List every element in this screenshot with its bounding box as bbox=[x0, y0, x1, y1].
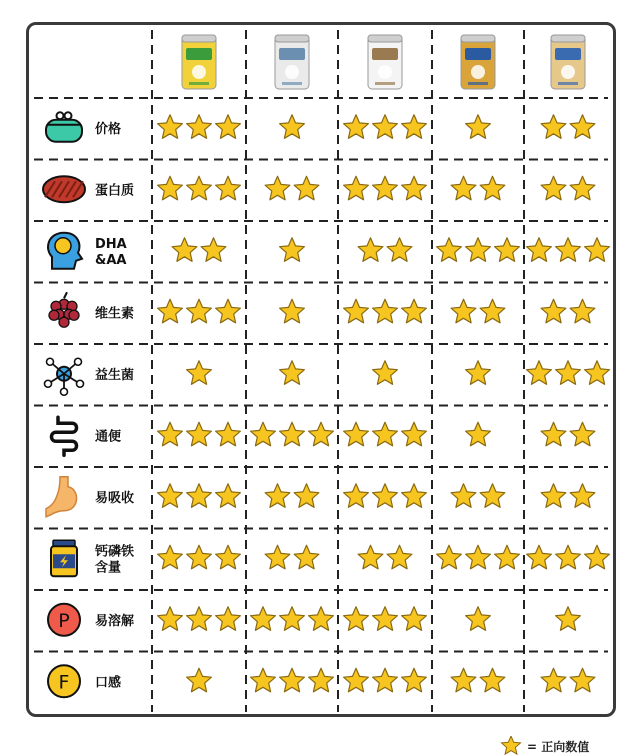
row-label: 含量 bbox=[95, 560, 122, 576]
table-row bbox=[48, 233, 609, 269]
star-icon bbox=[437, 545, 462, 569]
star-icon bbox=[251, 422, 276, 446]
row-label: 维生素 bbox=[95, 306, 135, 322]
molecule-icon bbox=[45, 358, 84, 395]
rating-cell bbox=[344, 299, 427, 323]
star-icon bbox=[265, 484, 290, 508]
star-icon bbox=[344, 668, 369, 692]
star-icon bbox=[358, 238, 383, 261]
star-icon bbox=[294, 176, 319, 200]
star-icon bbox=[158, 115, 183, 139]
rating-cell bbox=[344, 607, 427, 631]
star-icon bbox=[187, 422, 212, 446]
table-row bbox=[43, 176, 595, 202]
star-icon bbox=[570, 422, 595, 446]
rating-cell bbox=[280, 115, 305, 139]
star-icon bbox=[201, 238, 226, 261]
grapes-icon bbox=[49, 292, 79, 327]
star-icon bbox=[402, 299, 427, 323]
star-icon bbox=[402, 176, 427, 200]
star-icon bbox=[187, 668, 212, 692]
legend-star-icon bbox=[498, 736, 524, 756]
star-icon bbox=[158, 422, 183, 446]
star-icon bbox=[309, 422, 334, 446]
a2-can-icon bbox=[368, 35, 402, 89]
aptamil-gold-can-icon bbox=[551, 35, 585, 89]
rating-cell bbox=[466, 607, 491, 631]
svg-text:P: P bbox=[58, 609, 70, 632]
table-row bbox=[48, 665, 595, 697]
legend bbox=[498, 736, 589, 756]
star-icon bbox=[344, 484, 369, 508]
star-icon bbox=[187, 361, 212, 385]
star-icon bbox=[570, 299, 595, 323]
rating-cell bbox=[451, 299, 505, 323]
rating-cell bbox=[172, 238, 226, 261]
row-label: &AA bbox=[95, 252, 127, 268]
star-icon bbox=[527, 238, 552, 261]
rating-cell bbox=[251, 607, 334, 631]
star-icon bbox=[158, 484, 183, 508]
star-icon bbox=[541, 422, 566, 446]
rating-cell bbox=[451, 176, 505, 200]
star-icon bbox=[158, 607, 183, 631]
rating-cell bbox=[344, 668, 427, 692]
star-icon bbox=[251, 668, 276, 692]
star-icon bbox=[585, 361, 610, 385]
star-icon bbox=[309, 607, 334, 631]
star-icon bbox=[280, 361, 305, 385]
star-icon bbox=[251, 607, 276, 631]
star-icon bbox=[309, 668, 334, 692]
star-icon bbox=[402, 115, 427, 139]
white-can-icon bbox=[275, 35, 309, 89]
star-icon bbox=[216, 299, 241, 323]
kabrita-can-icon bbox=[182, 35, 216, 89]
star-icon bbox=[570, 484, 595, 508]
star-icon bbox=[158, 176, 183, 200]
rating-cell bbox=[280, 361, 305, 385]
steak-icon bbox=[43, 176, 85, 202]
star-icon bbox=[480, 484, 505, 508]
table-row bbox=[52, 417, 595, 455]
star-icon bbox=[451, 299, 476, 323]
star-icon bbox=[294, 545, 319, 569]
star-icon bbox=[280, 115, 305, 139]
rating-cell bbox=[541, 176, 595, 200]
star-icon bbox=[570, 115, 595, 139]
rating-cell bbox=[541, 484, 595, 508]
star-icon bbox=[480, 176, 505, 200]
star-icon bbox=[451, 668, 476, 692]
star-icon bbox=[495, 238, 520, 261]
star-icon bbox=[556, 361, 581, 385]
row-label: DHA bbox=[95, 236, 127, 252]
supplement-jar-icon bbox=[51, 540, 77, 576]
aptamil-blue-can-icon bbox=[461, 35, 495, 89]
star-icon bbox=[466, 545, 491, 569]
star-icon bbox=[216, 545, 241, 569]
star-icon bbox=[216, 484, 241, 508]
star-icon bbox=[373, 115, 398, 139]
star-icon bbox=[527, 545, 552, 569]
star-icon bbox=[570, 668, 595, 692]
rating-cell bbox=[187, 361, 212, 385]
rating-cell bbox=[466, 361, 491, 385]
star-icon bbox=[402, 484, 427, 508]
star-icon bbox=[451, 484, 476, 508]
rating-cell bbox=[158, 176, 241, 200]
star-icon bbox=[172, 238, 197, 261]
star-icon bbox=[344, 115, 369, 139]
star-icon bbox=[187, 607, 212, 631]
table-row bbox=[46, 477, 595, 517]
table-row bbox=[46, 112, 595, 142]
star-icon bbox=[480, 668, 505, 692]
rating-cell bbox=[541, 668, 595, 692]
rating-cell bbox=[265, 484, 319, 508]
rating-cell bbox=[344, 176, 427, 200]
rating-cell bbox=[527, 545, 610, 569]
table-row bbox=[48, 604, 580, 636]
rating-cell bbox=[158, 607, 241, 631]
rating-cell bbox=[251, 668, 334, 692]
star-icon bbox=[541, 115, 566, 139]
star-icon bbox=[344, 176, 369, 200]
rating-cell bbox=[437, 545, 520, 569]
row-label: 钙磷铁 bbox=[95, 544, 135, 560]
row-label: 益生菌 bbox=[95, 367, 135, 383]
star-icon bbox=[373, 668, 398, 692]
star-icon bbox=[344, 299, 369, 323]
star-icon bbox=[466, 422, 491, 446]
star-icon bbox=[480, 299, 505, 323]
star-icon bbox=[437, 238, 462, 261]
star-icon bbox=[541, 668, 566, 692]
rating-cell bbox=[451, 668, 505, 692]
rating-cell bbox=[280, 238, 305, 261]
rating-cell bbox=[158, 115, 241, 139]
letter-f-icon bbox=[48, 665, 80, 697]
rating-cell bbox=[451, 484, 505, 508]
star-icon bbox=[216, 422, 241, 446]
rating-cell bbox=[466, 115, 491, 139]
rating-cell bbox=[265, 545, 319, 569]
star-icon bbox=[280, 668, 305, 692]
star-icon bbox=[216, 115, 241, 139]
star-icon bbox=[556, 238, 581, 261]
star-icon bbox=[570, 176, 595, 200]
intestine-icon bbox=[52, 417, 77, 455]
star-icon bbox=[187, 299, 212, 323]
row-label: 易溶解 bbox=[95, 613, 135, 629]
star-icon bbox=[265, 545, 290, 569]
star-icon bbox=[466, 361, 491, 385]
rating-cell bbox=[344, 484, 427, 508]
rating-cell bbox=[527, 238, 610, 261]
star-icon bbox=[373, 299, 398, 323]
star-icon bbox=[451, 176, 476, 200]
rating-cell bbox=[541, 299, 595, 323]
legend-text: = 正向数值 bbox=[527, 739, 590, 754]
svg-text:F: F bbox=[58, 671, 70, 694]
row-label: 蛋白质 bbox=[95, 183, 135, 199]
rating-cell bbox=[158, 422, 241, 446]
star-icon bbox=[556, 545, 581, 569]
star-icon bbox=[585, 238, 610, 261]
rating-cell bbox=[373, 361, 398, 385]
star-icon bbox=[402, 422, 427, 446]
star-icon bbox=[585, 545, 610, 569]
star-icon bbox=[373, 361, 398, 385]
star-icon bbox=[280, 299, 305, 323]
star-icon bbox=[466, 115, 491, 139]
star-icon bbox=[402, 607, 427, 631]
star-icon bbox=[556, 607, 581, 631]
star-icon bbox=[541, 484, 566, 508]
rating-cell bbox=[437, 238, 520, 261]
star-icon bbox=[387, 545, 412, 569]
star-icon bbox=[541, 176, 566, 200]
star-icon bbox=[358, 545, 383, 569]
star-icon bbox=[265, 176, 290, 200]
rating-cell bbox=[541, 115, 595, 139]
row-label: 易吸收 bbox=[95, 490, 135, 506]
star-icon bbox=[373, 607, 398, 631]
table-row bbox=[49, 292, 595, 327]
rating-cell bbox=[158, 484, 241, 508]
rating-cell bbox=[187, 668, 212, 692]
star-icon bbox=[216, 607, 241, 631]
star-icon bbox=[280, 238, 305, 261]
star-icon bbox=[294, 484, 319, 508]
star-icon bbox=[187, 545, 212, 569]
star-icon bbox=[158, 545, 183, 569]
star-icon bbox=[344, 422, 369, 446]
star-icon bbox=[402, 668, 427, 692]
star-icon bbox=[466, 238, 491, 261]
rating-cell bbox=[556, 607, 581, 631]
rating-cell bbox=[344, 422, 427, 446]
rating-cell bbox=[280, 299, 305, 323]
star-icon bbox=[373, 422, 398, 446]
row-label: 口感 bbox=[95, 675, 122, 691]
row-label: 价格 bbox=[95, 121, 122, 137]
rating-cell bbox=[265, 176, 319, 200]
star-icon bbox=[280, 422, 305, 446]
rating-cell bbox=[158, 299, 241, 323]
rating-cell bbox=[358, 238, 412, 261]
star-icon bbox=[387, 238, 412, 261]
star-icon bbox=[373, 484, 398, 508]
rating-cell bbox=[344, 115, 427, 139]
star-icon bbox=[373, 176, 398, 200]
rating-cell bbox=[358, 545, 412, 569]
star-icon bbox=[187, 484, 212, 508]
stomach-icon bbox=[46, 477, 77, 517]
star-icon bbox=[187, 115, 212, 139]
rating-cell bbox=[527, 361, 610, 385]
star-icon bbox=[187, 176, 212, 200]
table-row bbox=[51, 540, 609, 576]
rating-cell bbox=[158, 545, 241, 569]
brain-head-icon bbox=[48, 233, 82, 269]
star-icon bbox=[280, 607, 305, 631]
rating-cell bbox=[466, 422, 491, 446]
star-icon bbox=[527, 361, 552, 385]
rating-cell bbox=[251, 422, 334, 446]
rating-cell bbox=[541, 422, 595, 446]
star-icon bbox=[344, 607, 369, 631]
star-icon bbox=[466, 607, 491, 631]
star-icon bbox=[158, 299, 183, 323]
purse-icon bbox=[46, 112, 82, 142]
star-icon bbox=[541, 299, 566, 323]
star-icon bbox=[216, 176, 241, 200]
star-icon bbox=[495, 545, 520, 569]
row-label: 通便 bbox=[95, 429, 122, 445]
letter-p-icon bbox=[48, 604, 80, 636]
